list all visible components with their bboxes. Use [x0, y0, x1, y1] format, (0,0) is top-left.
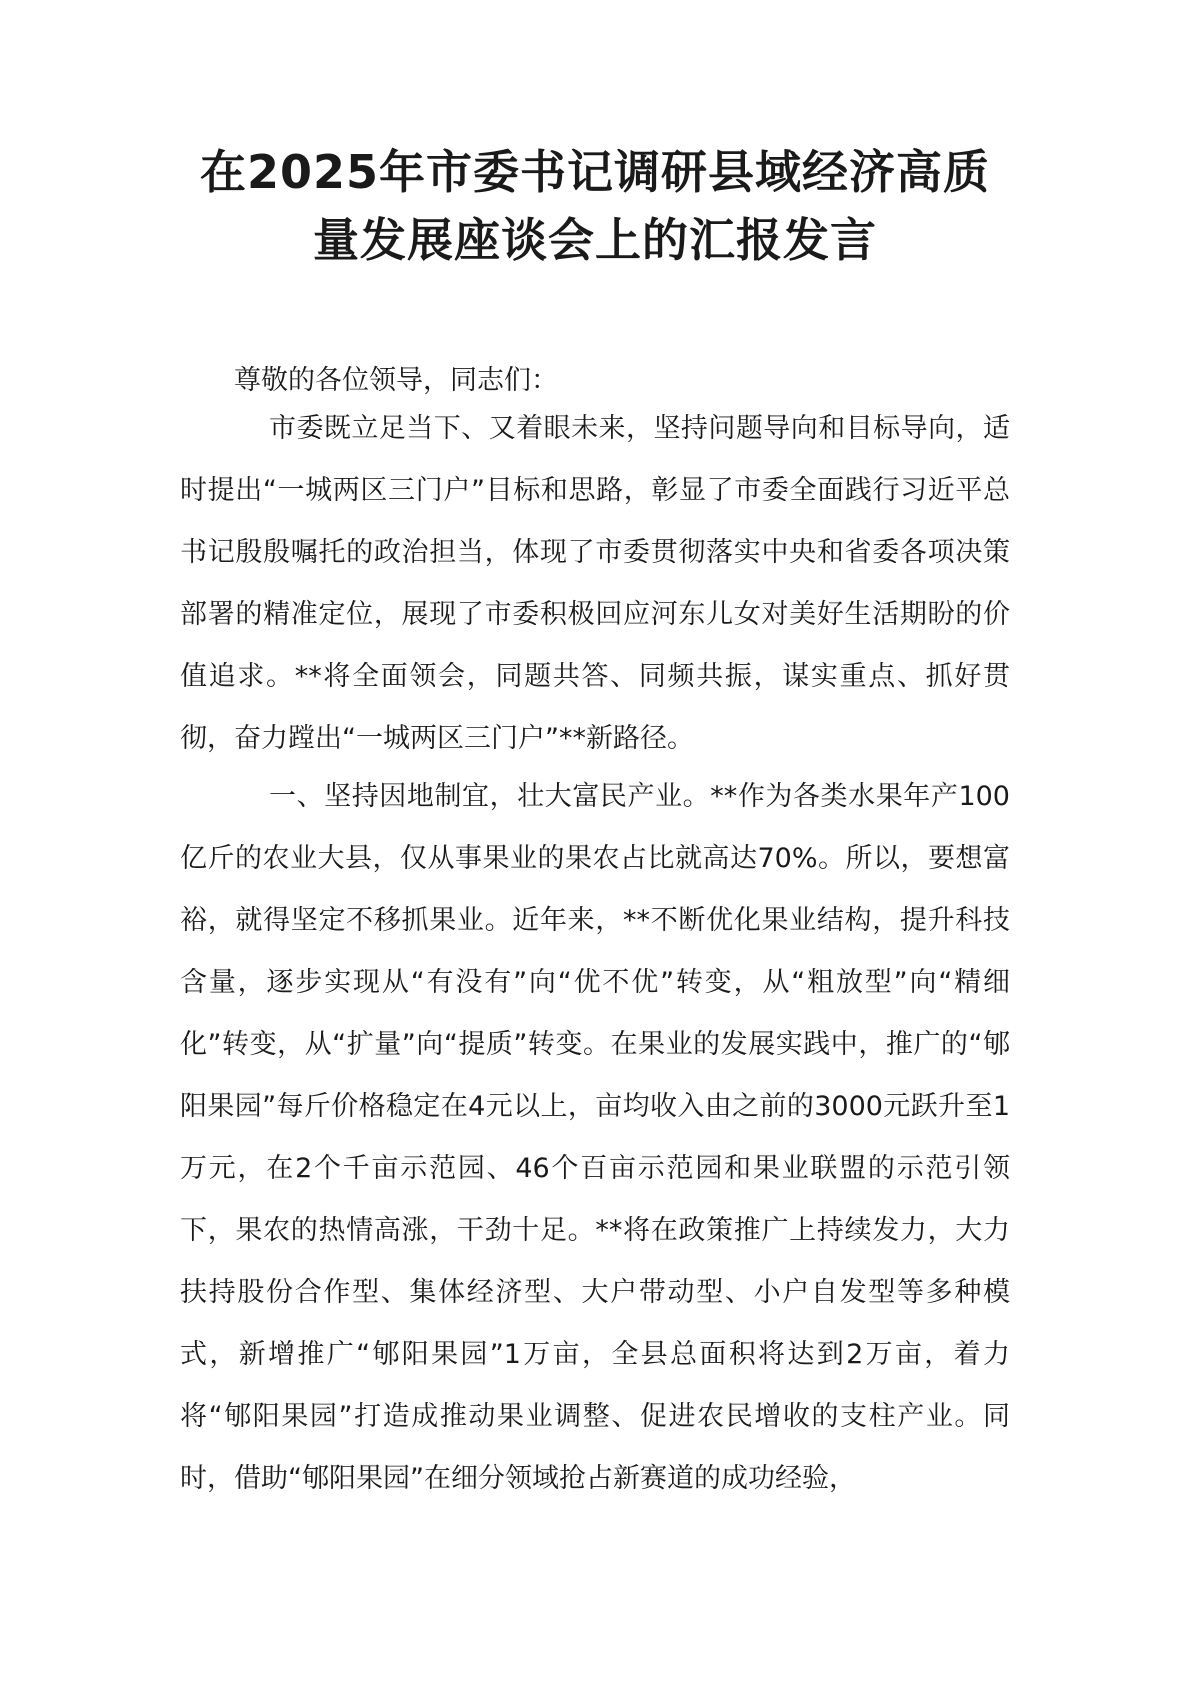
paragraph-intro: 市委既立足当下、又着眼未来，坚持问题导向和目标导向，适时提出“一城两区三门户”目标和思路，彰显了市委全面践行习近平总书记殷殷嘱托的政治担当，体现了市委贯彻落实中央和省委各项决策部署的精准定位，展现了市委积极回应河东儿女对美好生活期盼的价值追求。**将全面领会，同题共答、同频共振，谋实重点、抓好贯彻，奋力蹚出“一城两区三门户”**新路径。	[180, 413, 1010, 754]
document-title: 在2025年市委书记调研县域经济高质量发展座谈会上的汇报发言	[199, 145, 991, 267]
paragraph-section-one: 一、坚持因地制宜，壮大富民产业。**作为各类水果年产100亿斤的农业大县，仅从事果业的果农占比就高达70%。所以，要想富裕，就得坚定不移抓果业。近年来，**不断优化果业结构，提升科技含量，逐步实现从“有没有”向“优不优”转变，从“粗放型”向“精细化”转变，从“扩量”向“提质”转变。在果业的发展实践中，推广的“郇阳果园”每斤价格稳定在4元以上，亩均收入由之前的3000元跃升至1万元，在2个千亩示范园、46个百亩示范园和果业联盟的示范引领下，果农的热情高涨，干劲十足。**将在政策推广上持续发力，大力扶持股份合作型、集体经济型、大户带动型、小户自发型等多种模式，新增推广“郇阳果园”1万亩，全县总面积将达到2万亩，着力将“郇阳果园”打造成推动果业调整、促进农民增收的支柱产业。同时，借助“郇阳果园”在细分领域抢占新赛道的成功经验，	[180, 781, 1010, 1494]
salutation: 尊敬的各位领导，同志们：	[234, 365, 558, 396]
